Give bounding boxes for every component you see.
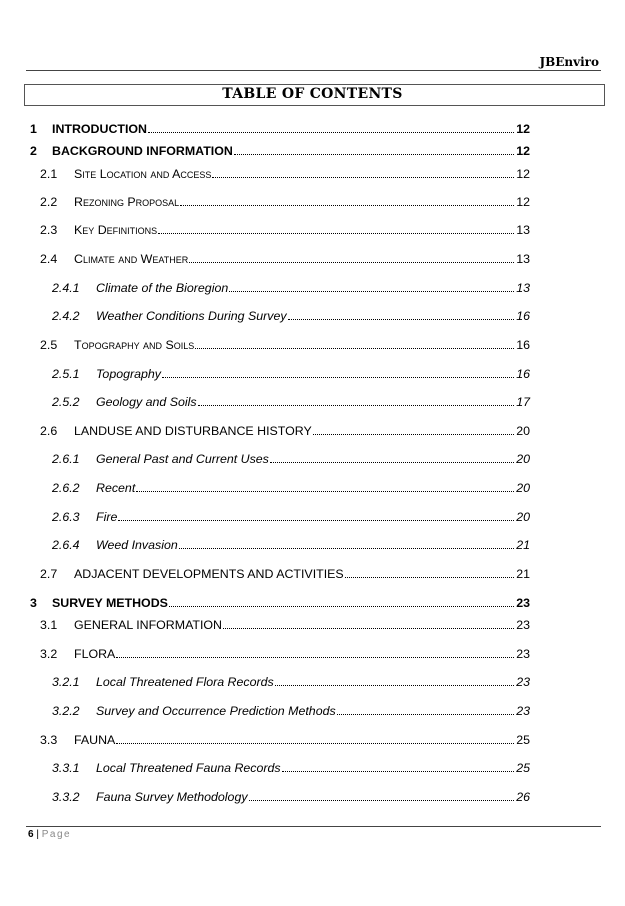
toc-entry-number: 2.6.1: [52, 452, 80, 466]
header-rule: [26, 70, 601, 71]
toc-dot-leader: [345, 576, 515, 578]
footer-page-number: 6: [28, 829, 34, 840]
toc-entry[interactable]: [0, 191, 625, 209]
toc-dot-leader: [158, 232, 514, 234]
toc-entry[interactable]: [0, 534, 625, 552]
toc-entry-page: 21: [516, 567, 530, 581]
toc-entry-number: 3.2.1: [52, 675, 80, 689]
toc-entry-number: 2.6.3: [52, 510, 80, 524]
toc-entry[interactable]: [0, 477, 625, 495]
toc-dot-leader: [148, 131, 514, 133]
toc-entry-title: Survey and Occurrence Prediction Methods: [96, 704, 336, 718]
toc-entry-number: 3.1: [40, 618, 58, 632]
toc-entry[interactable]: [0, 786, 625, 804]
toc-dot-leader: [198, 404, 515, 406]
toc-entry[interactable]: [0, 363, 625, 381]
toc-entry[interactable]: [0, 757, 625, 775]
toc-entry-title: SURVEY METHODS: [52, 596, 168, 610]
toc-entry[interactable]: [0, 277, 625, 295]
toc-entry-page: 21: [516, 538, 530, 552]
toc-entry-title: ADJACENT DEVELOPMENTS AND ACTIVITIES: [74, 567, 344, 581]
toc-dot-leader: [270, 461, 514, 463]
toc-entry[interactable]: [0, 163, 625, 181]
toc-entry-page: 13: [516, 252, 530, 266]
toc-entry-number: 2.2: [40, 195, 58, 209]
toc-dot-leader: [212, 176, 514, 178]
toc-dot-leader: [282, 770, 515, 772]
toc-entry-title: Fauna Survey Methodology: [96, 790, 248, 804]
toc-entry-number: 2: [30, 144, 37, 158]
toc-entry-page: 20: [516, 424, 530, 438]
toc-entry-page: 23: [516, 704, 530, 718]
toc-entry[interactable]: [0, 219, 625, 237]
toc-entry-page: 23: [516, 675, 530, 689]
toc-entry[interactable]: [0, 448, 625, 466]
toc-entry-title: Geology and Soils: [96, 395, 197, 409]
toc-entry-number: 3.2.2: [52, 704, 80, 718]
toc-entry-title: Climate and Weather: [74, 252, 189, 266]
toc-entry-number: 2.5.2: [52, 395, 80, 409]
toc-entry-page: 20: [516, 481, 530, 495]
toc-entry-number: 3.3.1: [52, 761, 80, 775]
toc-entry[interactable]: [0, 391, 625, 409]
toc-entry-number: 3.3: [40, 733, 58, 747]
toc-entry-title: Key Definitions: [74, 223, 158, 237]
toc-entry-title: Recent: [96, 481, 136, 495]
toc-entry[interactable]: [0, 334, 625, 352]
header-brand: JBEnviro: [539, 55, 599, 69]
toc-entry-number: 3.3.2: [52, 790, 80, 804]
toc-entry-title: Local Threatened Flora Records: [96, 675, 274, 689]
toc-dot-leader: [249, 799, 515, 801]
toc-entry-title: Local Threatened Fauna Records: [96, 761, 281, 775]
toc-dot-leader: [179, 547, 514, 549]
toc-entry-page: 13: [516, 223, 530, 237]
toc-entry[interactable]: [0, 420, 625, 438]
page-footer: [28, 829, 71, 840]
toc-entry-page: 12: [516, 144, 530, 158]
toc-entry[interactable]: [0, 671, 625, 689]
toc-entry-page: 17: [516, 395, 530, 409]
toc-dot-leader: [275, 684, 515, 686]
toc-entry-page: 16: [516, 338, 530, 352]
toc-entry-page: 23: [516, 647, 530, 661]
footer-rule: [26, 826, 601, 827]
toc-dot-leader: [118, 519, 514, 521]
toc-entry-title: INTRODUCTION: [52, 122, 147, 136]
toc-entry-page: 12: [516, 122, 530, 136]
toc-entry-page: 23: [516, 596, 530, 610]
toc-entry[interactable]: [0, 614, 625, 632]
toc-dot-leader: [223, 627, 514, 629]
toc-entry-page: 12: [516, 167, 530, 181]
toc-entry[interactable]: [0, 248, 625, 266]
toc-entry-title: Weed Invasion: [96, 538, 178, 552]
toc-entry-page: 26: [516, 790, 530, 804]
toc-entry-number: 2.3: [40, 223, 58, 237]
toc-entry-title: General Past and Current Uses: [96, 452, 269, 466]
toc-entry-number: 2.7: [40, 567, 58, 581]
toc-entry-title: Topography: [96, 367, 161, 381]
toc-dot-leader: [229, 290, 514, 292]
toc-entry-title: Weather Conditions During Survey: [96, 309, 287, 323]
toc-entry-title: Climate of the Bioregion: [96, 281, 229, 295]
toc-entry-title: Rezoning Proposal: [74, 195, 180, 209]
toc-entry-page: 13: [516, 281, 530, 295]
toc-dot-leader: [180, 204, 514, 206]
toc-entry-number: 1: [30, 122, 37, 136]
toc-entry[interactable]: [0, 305, 625, 323]
toc-entry[interactable]: [0, 700, 625, 718]
toc-dot-leader: [189, 261, 514, 263]
toc-title: TABLE OF CONTENTS: [222, 86, 403, 102]
toc-entry-page: 20: [516, 452, 530, 466]
toc-entry-title: Site Location and Access: [74, 167, 212, 181]
toc-entry-number: 2.5.1: [52, 367, 80, 381]
toc-entry-number: 3.2: [40, 647, 58, 661]
toc-entry-title: Topography and Soils: [74, 338, 195, 352]
toc-entry-title: FLORA: [74, 647, 116, 661]
toc-entry-number: 2.4.2: [52, 309, 80, 323]
toc-entry-page: 16: [516, 367, 530, 381]
toc-entry-title: GENERAL INFORMATION: [74, 618, 223, 632]
toc-dot-leader: [116, 742, 514, 744]
toc-entry-number: 2.6: [40, 424, 58, 438]
toc-dot-leader: [136, 490, 514, 492]
toc-entry-page: 25: [516, 733, 530, 747]
toc-entry-page: 25: [516, 761, 530, 775]
toc-dot-leader: [116, 656, 514, 658]
footer-page-label: Page: [41, 829, 72, 840]
toc-dot-leader: [313, 433, 514, 435]
toc-entry-number: 2.4: [40, 252, 58, 266]
toc-entry-title: BACKGROUND INFORMATION: [52, 144, 233, 158]
toc-entry-number: 2.4.1: [52, 281, 80, 295]
toc-entry-title: FAUNA: [74, 733, 116, 747]
toc-dot-leader: [195, 347, 514, 349]
toc-entry-number: 2.6.4: [52, 538, 80, 552]
toc-entry-number: 3: [30, 596, 37, 610]
toc-entry-number: 2.6.2: [52, 481, 80, 495]
toc-dot-leader: [169, 605, 514, 607]
footer-separator: |: [33, 829, 42, 840]
toc-entry[interactable]: [0, 563, 625, 581]
toc-dot-leader: [337, 713, 515, 715]
toc-entry[interactable]: [0, 592, 625, 610]
toc-entry-number: 2.5: [40, 338, 58, 352]
toc-entry[interactable]: [0, 118, 625, 136]
toc-entry[interactable]: [0, 729, 625, 747]
toc-entry[interactable]: [0, 140, 625, 158]
toc-entry-page: 20: [516, 510, 530, 524]
toc-entry[interactable]: [0, 506, 625, 524]
toc-entry-page: 23: [516, 618, 530, 632]
toc-entry-number: 2.1: [40, 167, 58, 181]
toc-entry-title: Fire: [96, 510, 118, 524]
toc-dot-leader: [162, 376, 514, 378]
toc-entry-page: 16: [516, 309, 530, 323]
toc-entry-title: LANDUSE AND DISTURBANCE HISTORY: [74, 424, 312, 438]
toc-entry-page: 12: [516, 195, 530, 209]
toc-dot-leader: [288, 318, 515, 320]
toc-entry[interactable]: [0, 643, 625, 661]
toc-dot-leader: [234, 153, 514, 155]
